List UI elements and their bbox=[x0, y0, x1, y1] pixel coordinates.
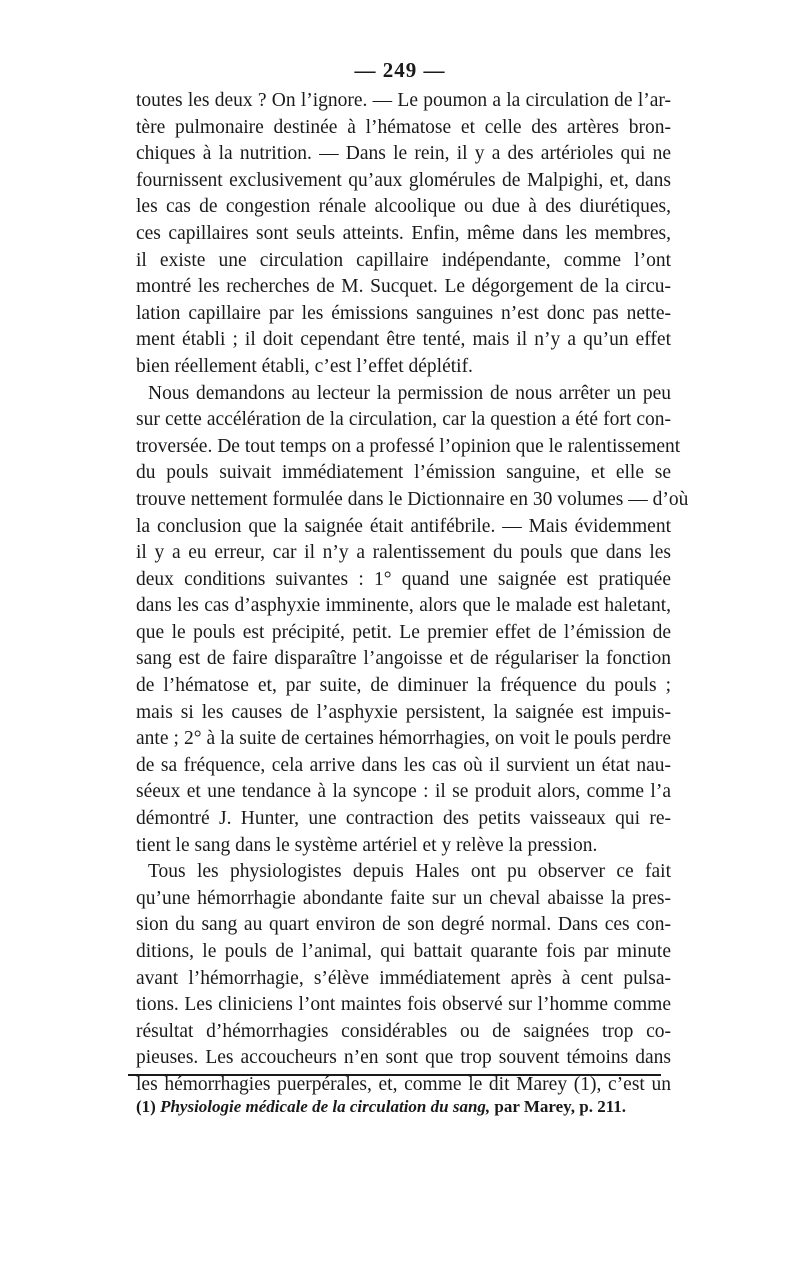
text-line: il y a eu erreur, car il n’y a ralentissement du pouls que dans les bbox=[136, 542, 671, 564]
text-line: lation capillaire par les émissions sanguines n’est donc pas nette- bbox=[136, 302, 671, 324]
text-line: de l’hématose et, par suite, de diminuer la fréquence du pouls ; bbox=[136, 675, 671, 697]
text-line: du pouls suivait immédiatement l’émission sanguine, et elle se bbox=[136, 462, 671, 484]
text-line: les cas de congestion rénale alcoolique ou due à des diurétiques, bbox=[136, 196, 671, 218]
text-line: trouve nettement formulée dans le Dictionnaire en 30 volumes — d’où bbox=[136, 488, 689, 510]
footnote-title: Physiologie médicale de la circulation du sang, bbox=[160, 1097, 491, 1116]
text-line: tient le sang dans le système artériel et y relève la pression. bbox=[136, 834, 598, 856]
footnote-marker: (1) bbox=[136, 1097, 156, 1116]
text-line: Nous demandons au lecteur la permission de nous arrêter un peu bbox=[148, 382, 671, 404]
text-line: sion du sang au quart environ de son degré normal. Dans ces con- bbox=[136, 914, 671, 936]
text-line: mais si les causes de l’asphyxie persistent, la saignée est impuis- bbox=[136, 701, 671, 723]
text-line: tions. Les cliniciens l’ont maintes fois observé sur l’homme comme bbox=[136, 994, 671, 1016]
footnote-citation: par Marey, p. 211. bbox=[494, 1097, 627, 1116]
text-line: bien réellement établi, c’est l’effet déplétif. bbox=[136, 355, 473, 377]
text-line: toutes les deux ? On l’ignore. — Le poumon a la circulation de l’ar- bbox=[136, 90, 671, 111]
footnote-divider bbox=[128, 1074, 661, 1076]
text-line: il existe une circulation capillaire indépendante, comme l’ont bbox=[136, 249, 671, 271]
page-number: — 249 — bbox=[354, 58, 446, 82]
text-line: montré les recherches de M. Sucquet. Le dégorgement de la circu- bbox=[136, 276, 671, 298]
text-line: fournissent exclusivement qu’aux glomérules de Malpighi, et, dans bbox=[136, 169, 671, 191]
text-line: ante ; 2° à la suite de certaines hémorrhagies, on voit le pouls perdre bbox=[136, 728, 671, 750]
body-text bbox=[136, 88, 689, 1099]
text-line: la conclusion que la saignée était antifébrile. — Mais évidemment bbox=[136, 515, 671, 537]
text-line: pieuses. Les accoucheurs n’en sont que trop souvent témoins dans bbox=[136, 1047, 671, 1069]
text-line: démontré J. Hunter, une contraction des petits vaisseaux qui re- bbox=[136, 808, 671, 830]
text-line: chiques à la nutrition. — Dans le rein, il y a des artérioles qui ne bbox=[136, 143, 671, 165]
text-line: avant l’hémorrhagie, s’élève immédiatement après à cent pulsa- bbox=[136, 967, 671, 989]
text-line: les hémorrhagies puerpérales, et, comme le dit Marey (1), c’est un bbox=[136, 1073, 671, 1095]
text-line: ces capillaires sont seuls atteints. Enfin, même dans les membres, bbox=[136, 222, 671, 244]
text-line: ment établi ; il doit cependant être tenté, mais il n’y a qu’un effet bbox=[136, 329, 671, 351]
text-line: Tous les physiologistes depuis Hales ont pu observer ce fait bbox=[148, 861, 671, 883]
text-line: sang est de faire disparaître l’angoisse et de régulariser la fonction bbox=[136, 648, 671, 670]
text-line: qu’une hémorrhagie abondante faite sur un cheval abaisse la pres- bbox=[136, 887, 671, 909]
footnote bbox=[136, 1097, 671, 1117]
text-line: deux conditions suivantes : 1° quand une saignée est pratiquée bbox=[136, 568, 671, 590]
text-line: que le pouls est précipité, petit. Le premier effet de l’émission de bbox=[136, 621, 671, 643]
text-line: de sa fréquence, cela arrive dans les cas où il survient un état nau- bbox=[136, 754, 671, 776]
text-line: sur cette accélération de la circulation, car la question a été fort con- bbox=[136, 409, 671, 431]
text-line: ditions, le pouls de l’animal, qui battait quarante fois par minute bbox=[136, 941, 671, 962]
text-line: troversée. De tout temps on a professé l’opinion que le ralentissement bbox=[136, 435, 681, 457]
text-line: résultat d’hémorrhagies considérables ou de saignées trop co- bbox=[136, 1020, 671, 1042]
text-line: dans les cas d’asphyxie imminente, alors que le malade est haletant, bbox=[136, 595, 671, 617]
text-line: tère pulmonaire destinée à l’hématose et celle des artères bron- bbox=[136, 116, 671, 138]
text-line: séeux et une tendance à la syncope : il se produit alors, comme l’a bbox=[136, 781, 671, 803]
